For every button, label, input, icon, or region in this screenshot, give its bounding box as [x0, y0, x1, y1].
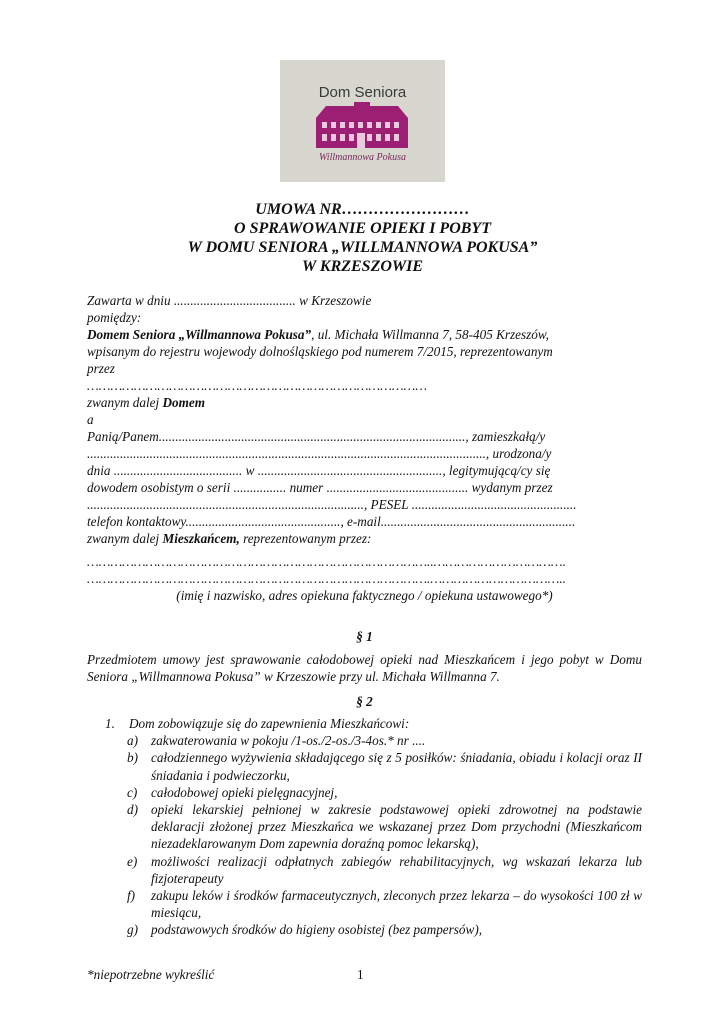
list-item-number: 1. — [105, 716, 115, 731]
guardian-caption: (imię i nazwisko, adres opiekuna faktycznego / opiekuna ustawowego*) — [176, 588, 553, 603]
title-line: W KRZESZOWIE — [301, 258, 424, 275]
home-party-address: , ul. Michała Willmanna 7, 58-405 Krzeszów, — [311, 327, 549, 342]
alias-prefix: zwanym dalej — [87, 531, 163, 546]
sub-item — [127, 784, 642, 801]
sub-item-text: opieki lekarskiej pełnionej w zakresie podstawowej opieki zdrowotnej na podstawie deklaracji złożonej przez Mieszkańca we wskazanej przez Dom przychodni (Mieszkańcom niezadeklarowanym Dom zapewnia doraźną pomoc lekarską), — [151, 802, 642, 852]
logo-title: Dom Seniora — [318, 84, 407, 101]
sub-item-text: zakwaterowania w pokoju /1-os./2-os./3-4os.* nr .... — [151, 733, 426, 749]
contract-date-line: Zawarta w dniu ..................................... w Krzeszowie — [87, 293, 372, 308]
id-card-field: dowodem osobistym o serii ................ numer ........................................... wydanym przez — [87, 480, 553, 495]
building-icon — [312, 102, 412, 148]
sub-item-text: całodziennego wyżywienia składającego się z 5 posiłków: śniadania, obiadu i kolacji oraz II śniadania i podwieczorku, — [151, 750, 642, 783]
sub-item-mark: g) — [127, 922, 138, 938]
page-number: 1 — [357, 967, 364, 982]
sub-item — [127, 801, 642, 853]
logo-subtitle: Willmannowa Pokusa — [319, 152, 406, 163]
footnote: *niepotrzebne wykreślić — [87, 967, 215, 982]
sub-item-mark: d) — [127, 802, 138, 818]
registry-line: wpisanym do rejestru wojewody dolnośląskiego pod numerem 7/2015, reprezentowanym — [87, 344, 553, 359]
home-party-line — [87, 326, 642, 343]
title-line: UMOWA NR…………………… — [255, 201, 470, 218]
represented-by-label: przez — [87, 361, 115, 376]
section-2-heading: § 2 — [356, 694, 373, 709]
title-line: O SPRAWOWANIE OPIEKI I POBYT — [234, 220, 491, 237]
sub-item — [127, 853, 642, 887]
sub-item-text: podstawowych środków do higieny osobistej (bez pampersów), — [151, 922, 483, 938]
section-2-list — [105, 715, 642, 939]
list-item — [105, 715, 642, 732]
and-label: a — [87, 412, 94, 427]
sub-item-mark: e) — [127, 853, 138, 869]
sub-item — [127, 749, 642, 783]
logo — [280, 60, 445, 182]
sub-item-text: zakupu leków i środków farmaceutycznych, zleconych przez lekarza – do wysokości 100 zł w miesiącu, — [151, 888, 642, 921]
sub-item — [127, 887, 642, 921]
home-party-name: Domem Seniora „Willmannowa Pokusa” — [87, 327, 312, 342]
resident-alias-line — [87, 530, 642, 547]
sub-item-text: całodobowej opieki pielęgnacyjnej, — [151, 784, 338, 800]
represented-by-text: reprezentowanym przez: — [239, 531, 372, 546]
alias-prefix: zwanym dalej — [87, 395, 163, 410]
list-item-text: Dom zobowiązuje się do zapewnienia Mieszkańcowi: — [129, 716, 410, 731]
sub-item — [127, 732, 642, 749]
sub-item-mark: a) — [127, 733, 138, 749]
section-1-text: Przedmiotem umowy jest sprawowanie całodobowej opieki nad Mieszkańcem i jego pobyt w Domu Seniora „Willmannowa Pokusa” w Krzeszowie przy ul. Michała Willmanna 7. — [87, 652, 642, 685]
document-title — [80, 200, 645, 276]
sub-item-mark: c) — [127, 784, 138, 800]
resident-alias: Mieszkańcem, — [162, 531, 240, 546]
birth-date-field: dnia ....................................... w ........................................................, legitymującą/cy się — [87, 463, 551, 478]
home-alias-line — [87, 394, 642, 411]
sub-item-mark: b) — [127, 750, 138, 766]
title-line: W DOMU SENIORA „WILLMANNOWA POKUSA” — [187, 239, 538, 256]
between-label: pomiędzy: — [87, 310, 142, 325]
sub-item — [127, 921, 642, 938]
contact-field: telefon kontaktowy..............................................., e-mail........................................................... — [87, 514, 576, 529]
pesel-field: ...................................................................................., PESEL .................................................. — [87, 497, 577, 512]
sub-item-text: możliwości realizacji odpłatnych zabiegów rehabilitacyjnych, wg wskazań lekarza lub fizjoterapeuty — [151, 853, 642, 886]
representative-field: …………………………………………………………………………… — [87, 378, 428, 393]
resident-name-field: Panią/Panem............................................................................................., zamieszkałą/y — [87, 429, 546, 444]
home-alias: Domem — [162, 395, 205, 410]
resident-address-field: ........................................................................................................................., urodzona/y — [87, 446, 552, 461]
sub-item-mark: f) — [127, 888, 136, 904]
section-1-heading: § 1 — [356, 629, 373, 644]
guardian-field-2: …………………………………………………………………………….…………………………….. — [87, 571, 566, 586]
guardian-field-1: ……………………………………………………………………………..……………………………. — [87, 554, 566, 569]
